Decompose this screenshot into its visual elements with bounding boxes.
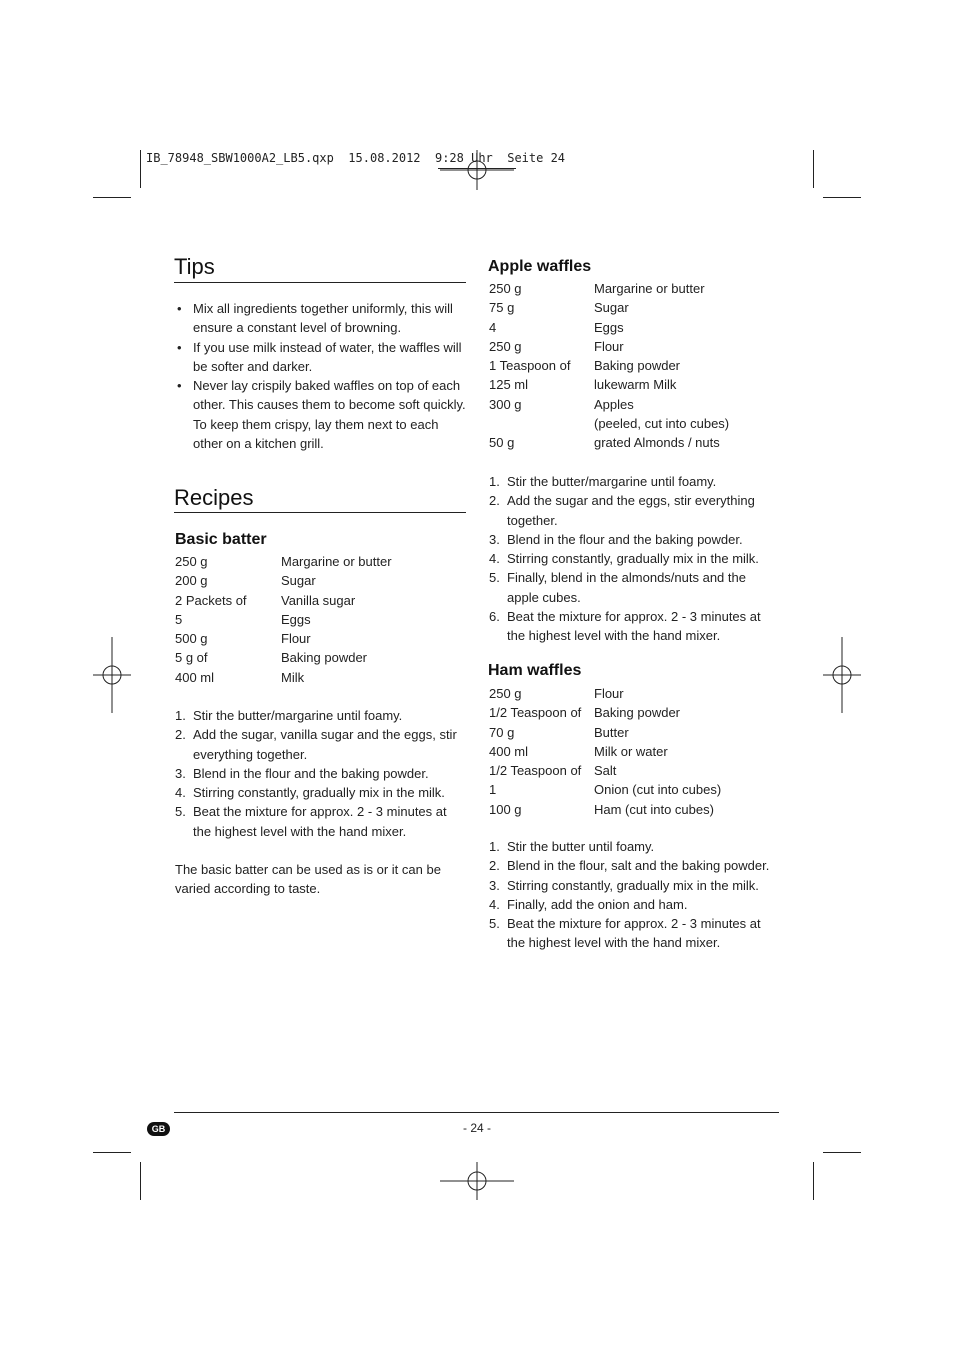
tips-list bbox=[175, 299, 467, 453]
step-item: 2. Add the sugar and the eggs, stir everything together. bbox=[489, 493, 755, 528]
ham-waffles-steps bbox=[489, 837, 781, 953]
ingredient-row: 100 g Ham (cut into cubes) bbox=[489, 801, 714, 817]
tips-heading: Tips bbox=[174, 254, 215, 279]
page-number: - 24 - bbox=[462, 1121, 491, 1135]
step-item: 3. Blend in the flour and the baking powder. bbox=[175, 765, 429, 781]
print-slug: IB_78948_SBW1000A2_LB5.qxp 15.08.2012 9:28 Uhr Seite 24 bbox=[146, 151, 566, 165]
step-item: 4. Stirring constantly, gradually mix in the milk. bbox=[489, 551, 759, 567]
ham-waffles-heading: Ham waffles bbox=[488, 662, 582, 679]
ingredient-row: 4 Eggs bbox=[489, 319, 624, 335]
ingredient-row: 250 g Flour bbox=[489, 338, 624, 354]
ingredient-row: 1/2 Teaspoon of Salt bbox=[489, 763, 617, 779]
ingredient-row: 300 g Apples bbox=[489, 396, 634, 412]
tips-heading-rule bbox=[174, 282, 466, 283]
basic-batter-steps bbox=[175, 706, 467, 841]
ingredient-row: 5 g of Baking powder bbox=[175, 650, 367, 666]
ingredient-row: 250 g Margarine or butter bbox=[489, 281, 705, 296]
ingredient-row: 250 g Flour bbox=[489, 686, 624, 701]
ingredient-row: 400 ml Milk or water bbox=[489, 743, 668, 759]
ingredient-row: (peeled, cut into cubes) bbox=[594, 416, 730, 432]
ingredient-row: 1 Teaspoon of Baking powder bbox=[489, 358, 680, 374]
apple-waffles-heading: Apple waffles bbox=[488, 258, 592, 275]
ingredient-row: 75 g Sugar bbox=[489, 300, 629, 316]
apple-waffles-ingredients bbox=[489, 279, 781, 453]
tips-item: • Mix all ingredients together uniformly, this will ensure a constant level of browning. bbox=[175, 299, 467, 338]
step-item: 5. Finally, blend in the almonds/nuts and the apple cubes. bbox=[489, 570, 746, 605]
recipes-heading: Recipes bbox=[174, 485, 254, 510]
ingredient-row: 400 ml Milk bbox=[175, 669, 305, 685]
step-item: 2. Add the sugar, vanilla sugar and the eggs, stir everything together. bbox=[175, 727, 457, 762]
step-item: 3. Blend in the flour and the baking powder. bbox=[489, 531, 743, 547]
ingredient-row: 1/2 Teaspoon of Baking powder bbox=[489, 705, 680, 721]
basic-batter-heading: Basic batter bbox=[175, 531, 267, 548]
step-item: 5. Beat the mixture for approx. 2 - 3 minutes at the highest level with the hand mixer. bbox=[175, 804, 447, 839]
step-item: 1. Stir the butter until foamy. bbox=[489, 839, 655, 854]
ingredient-row: 125 ml lukewarm Milk bbox=[489, 377, 677, 393]
ingredient-row: 500 g Flour bbox=[175, 631, 311, 647]
step-item: 4. Stirring constantly, gradually mix in the milk. bbox=[175, 785, 445, 801]
apple-waffles-steps bbox=[489, 472, 781, 646]
ingredient-row: 5 Eggs bbox=[175, 611, 311, 627]
ingredient-row: 50 g grated Almonds / nuts bbox=[489, 435, 720, 451]
language-badge: GB bbox=[147, 1122, 170, 1136]
ingredient-row: 250 g Margarine or butter bbox=[175, 554, 392, 569]
footer-rule bbox=[174, 1112, 779, 1113]
basic-batter-ingredients bbox=[175, 552, 465, 687]
step-item: 5. Beat the mixture for approx. 2 - 3 minutes at the highest level with the hand mixer. bbox=[489, 916, 761, 951]
tips-item: • If you use milk instead of water, the waffles will be softer and darker. bbox=[175, 338, 467, 377]
ingredient-row: 70 g Butter bbox=[489, 724, 629, 740]
step-item: 2. Blend in the flour, salt and the baking powder. bbox=[489, 858, 770, 874]
step-item: 6. Beat the mixture for approx. 2 - 3 minutes at the highest level with the hand mixer. bbox=[489, 609, 761, 644]
ingredient-row: 1 Onion (cut into cubes) bbox=[489, 782, 722, 798]
step-item: 3. Stirring constantly, gradually mix in the milk. bbox=[489, 877, 759, 893]
tips-item: • Never lay crispily baked waffles on top of each other. This causes them to become soft quickly. To keep them crispy, lay them next to each other on a kitchen grill. bbox=[175, 376, 467, 453]
recipes-heading-rule bbox=[174, 512, 466, 513]
ham-waffles-ingredients bbox=[489, 684, 781, 819]
step-item: 1. Stir the butter/margarine until foamy. bbox=[489, 474, 717, 489]
step-item: 4. Finally, add the onion and ham. bbox=[489, 896, 688, 912]
step-item: 1. Stir the butter/margarine until foamy. bbox=[175, 708, 403, 723]
ingredient-row: 200 g Sugar bbox=[175, 573, 316, 589]
ingredient-row: 2 Packets of Vanilla sugar bbox=[175, 592, 356, 608]
basic-batter-note: The basic batter can be used as is or it can be varied according to taste. bbox=[175, 862, 441, 897]
